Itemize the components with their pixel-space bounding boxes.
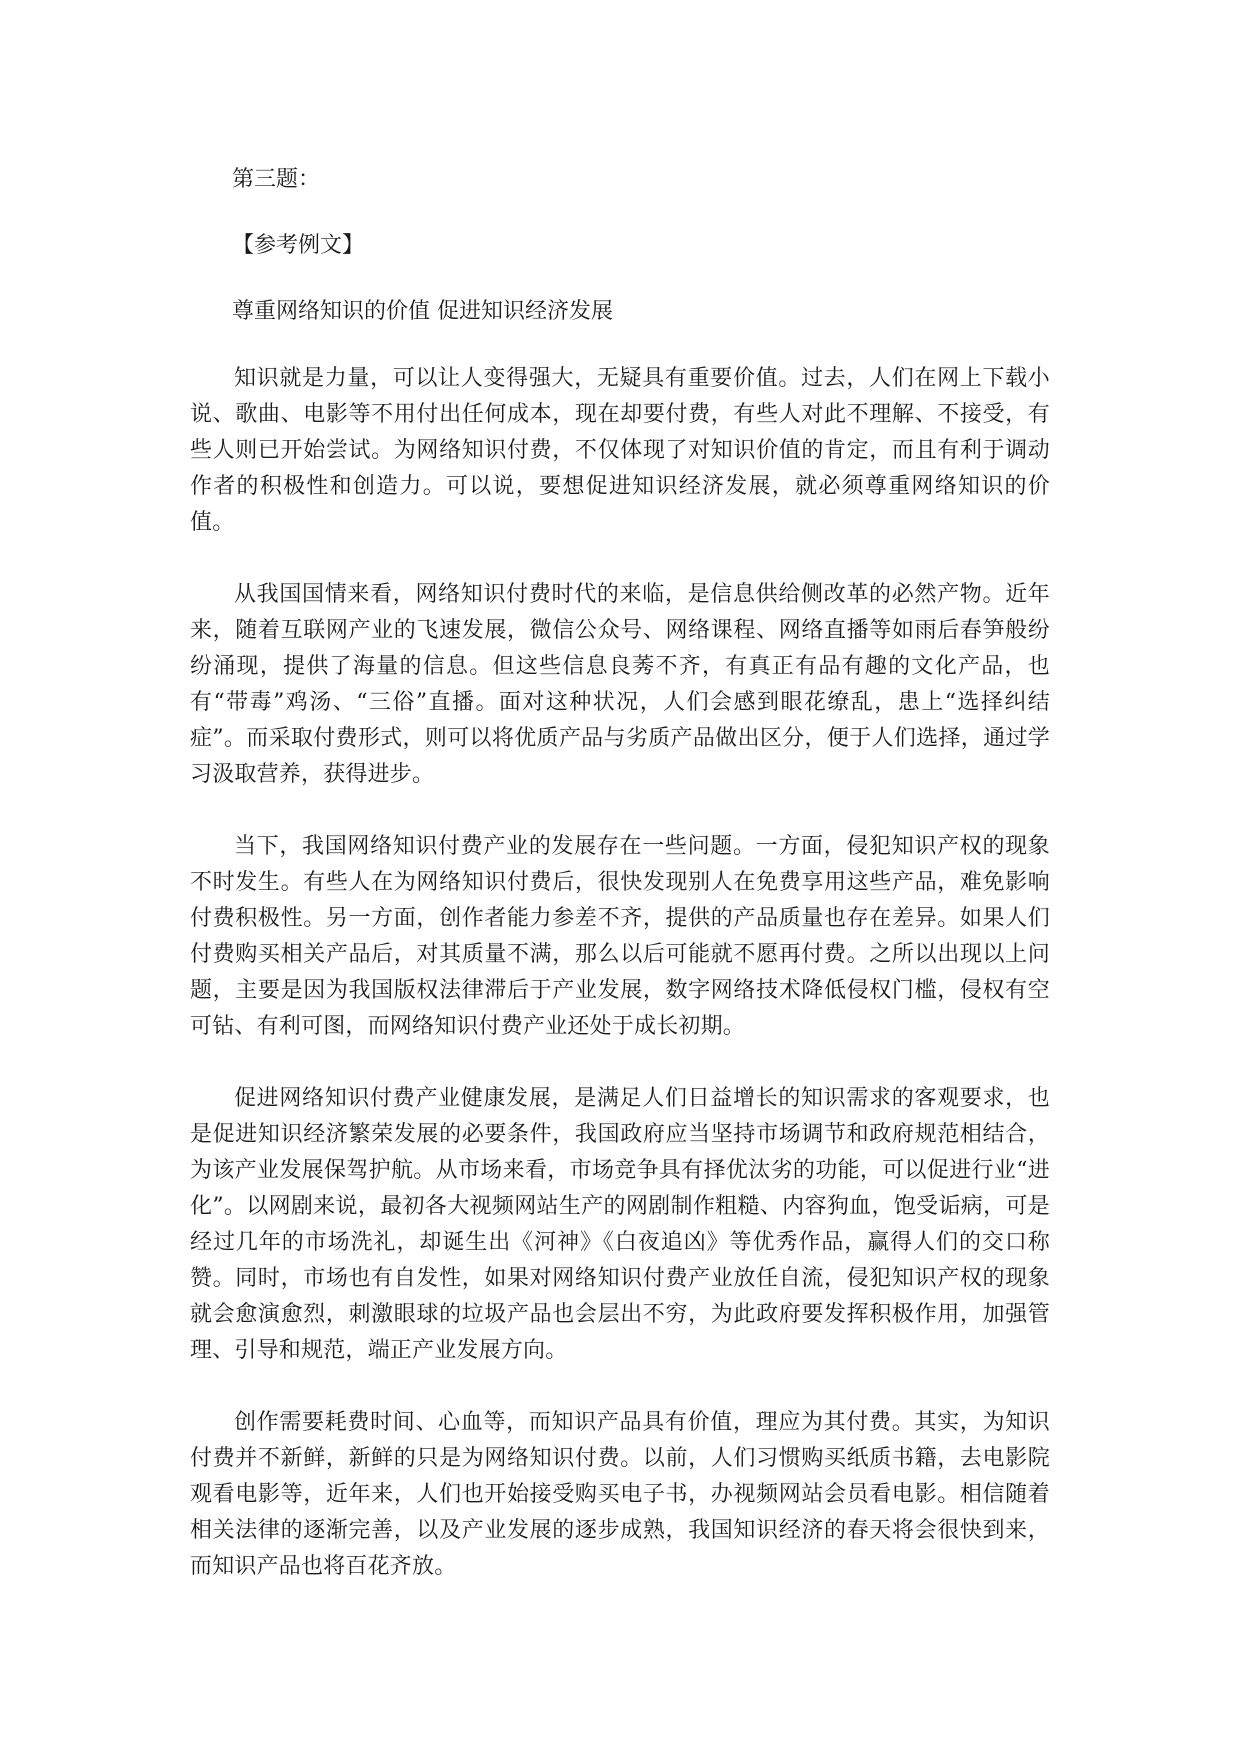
paragraph-3: 当下，我国网络知识付费产业的发展存在一些问题。一方面，侵犯知识产权的现象不时发生。有些人在为网络知识付费后，很快发现别人在免费享用这些产品，难免影响付费积极性。另一方面，创作者能力参差不齐，提供的产品质量也存在差异。如果人们付费购买相关产品后，对其质量不满，那么以后可能就不愿再付费。之所以出现以上问题，主要是因为我国版权法律滞后于产业发展，数字网络技术降低侵权门槛，侵权有空可钻、有利可图，而网络知识付费产业还处于成长初期。 (190, 834, 1050, 1039)
paragraph-2: 从我国国情来看，网络知识付费时代的来临，是信息供给侧改革的必然产物。近年来，随着互联网产业的飞速发展，微信公众号、网络课程、网络直播等如雨后春笋般纷纷涌现，提供了海量的信息。但这些信息良莠不齐，有真正有品有趣的文化产品，也有“带毒”鸡汤、“三俗”直播。面对这种状况，人们会感到眼花缭乱，患上“选择纠结症”。而采取付费形式，则可以将优质产品与劣质产品做出区分，便于人们选择，通过学习汲取营养，获得进步。 (190, 582, 1050, 787)
paragraph-1: 知识就是力量，可以让人变得强大，无疑具有重要价值。过去，人们在网上下载小说、歌曲、电影等不用付出任何成本，现在却要付费，有些人对此不理解、不接受，有些人则已开始尝试。为网络知识付费，不仅体现了对知识价值的肯定，而且有利于调动作者的积极性和创造力。可以说，要想促进知识经济发展，就必须尊重网络知识的价值。 (190, 366, 1050, 535)
paragraph-5: 创作需要耗费时间、心血等，而知识产品具有价值，理应为其付费。其实，为知识付费并不新鲜，新鲜的只是为网络知识付费。以前，人们习惯购买纸质书籍，去电影院观看电影等，近年来，人们也开始接受购买电子书，办视频网站会员看电影。相信随着相关法律的逐渐完善，以及产业发展的逐步成熟，我国知识经济的春天将会很快到来，而知识产品也将百花齐放。 (190, 1410, 1050, 1579)
document-body (190, 163, 1050, 1621)
essay-title: 尊重网络知识的价值 促进知识经济发展 (232, 299, 613, 324)
paragraph-4: 促进网络知识付费产业健康发展，是满足人们日益增长的知识需求的客观要求，也是促进知识经济繁荣发展的必要条件，我国政府应当坚持市场调节和政府规范相结合，为该产业发展保驾护航。从市场来看，市场竞争具有择优汰劣的功能，可以促进行业“进化”。以网剧来说，最初各大视频网站生产的网剧制作粗糙、内容狗血，饱受诟病，可是经过几年的市场洗礼，却诞生出《河神》《白夜追凶》等优秀作品，赢得人们的交口称赞。同时，市场也有自发性，如果对网络知识付费产业放任自流，侵犯知识产权的现象就会愈演愈烈，刺激眼球的垃圾产品也会层出不穷，为此政府要发挥积极作用，加强管理、引导和规范，端正产业发展方向。 (190, 1086, 1050, 1363)
reference-label: 【参考例文】 (232, 233, 365, 258)
question-label: 第三题： (232, 167, 321, 192)
